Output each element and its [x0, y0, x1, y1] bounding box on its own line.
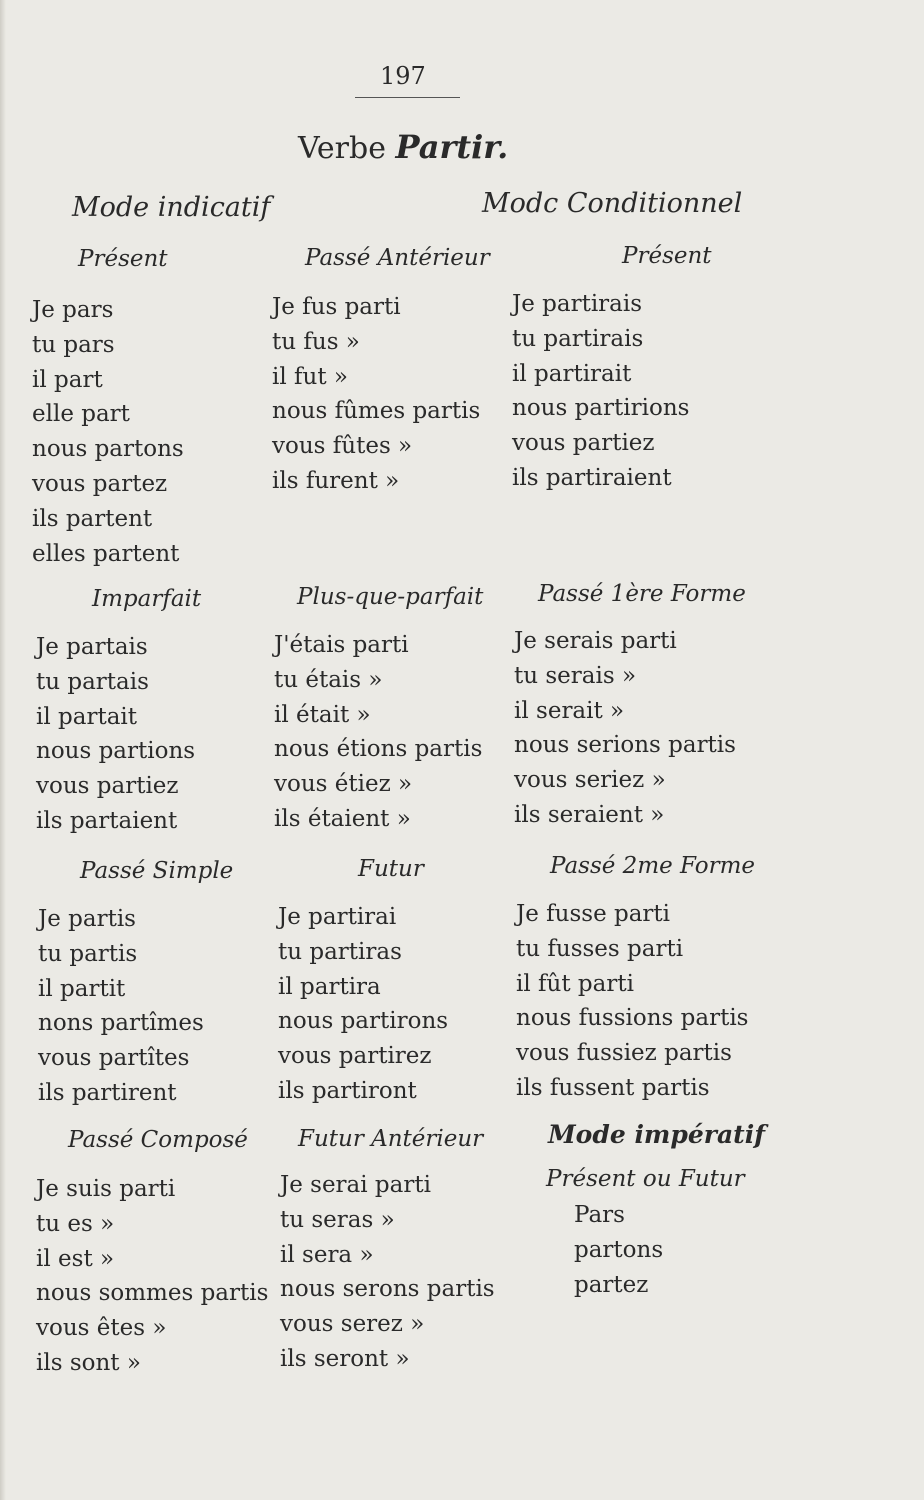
- conjugation-line: Je fus parti: [272, 294, 401, 320]
- conjugation-line: Pars: [574, 1202, 625, 1228]
- page-title: [298, 128, 508, 166]
- page-number-rule: [355, 97, 460, 98]
- conjugation-line: il partirait: [512, 360, 632, 387]
- conjugation-line: nous partons: [32, 436, 184, 463]
- conjugation-line: partez: [574, 1271, 649, 1298]
- conjugation-line: il fût parti: [516, 970, 634, 997]
- conjugation-line: vous partez: [32, 470, 168, 497]
- conjugation-line: Je partirai: [278, 904, 397, 930]
- conjugation-line: Je serais parti: [514, 628, 677, 654]
- tense-heading-present: Présent: [78, 246, 168, 272]
- conjugation-line: tu fusses parti: [516, 935, 684, 962]
- tense-heading-passe-compose: Passé Composé: [68, 1127, 248, 1153]
- conjugation-line: tu fus »: [272, 328, 360, 355]
- conjugation-line: il sera »: [280, 1241, 374, 1268]
- tense-heading-plus-que-parfait: Plus-que-parfait: [297, 584, 484, 610]
- conjugation-block-cond-present: [512, 287, 689, 496]
- conjugation-line: ils partiront: [278, 1077, 417, 1104]
- conjugation-line: Je partirais: [512, 291, 643, 317]
- conjugation-block-plus-que-parfait: [274, 628, 482, 837]
- conjugation-line: nous sommes partis: [36, 1280, 269, 1307]
- page-edge-shadow: [0, 0, 6, 1500]
- conjugation-line: nous partions: [36, 738, 196, 765]
- conjugation-line: ils partaient: [36, 807, 178, 834]
- conjugation-line: ils sont »: [36, 1349, 141, 1376]
- mode-indicatif-heading: Mode indicatif: [72, 192, 271, 223]
- conjugation-line: nous serions partis: [514, 732, 736, 759]
- conjugation-line: il fut »: [272, 363, 348, 390]
- conjugation-line: vous partîtes: [38, 1045, 190, 1072]
- conjugation-line: Je fusse parti: [516, 901, 671, 927]
- tense-heading-passe-anterieur: Passé Antérieur: [305, 245, 490, 271]
- conjugation-line: ils seraient »: [514, 801, 665, 828]
- conjugation-line: tu seras »: [280, 1206, 395, 1233]
- conjugation-line: tu partiras: [278, 938, 402, 965]
- conjugation-line: ils seront »: [280, 1345, 410, 1372]
- title-verb: Partir.: [395, 128, 509, 166]
- conjugation-line: Je partais: [36, 634, 148, 660]
- conjugation-block-passe-1ere-forme: [514, 624, 736, 833]
- tense-heading-passe-2me-forme: Passé 2me Forme: [550, 853, 756, 879]
- conjugation-line: il part: [32, 366, 103, 393]
- conjugation-line: vous partiez: [512, 430, 655, 457]
- conjugation-line: ils partiraient: [512, 464, 672, 491]
- conjugation-block-passe-compose: [36, 1172, 268, 1381]
- conjugation-block-imparfait: [36, 630, 195, 839]
- conjugation-line: elles partent: [32, 540, 180, 567]
- tense-heading-imperatif-present: Présent ou Futur: [546, 1166, 745, 1192]
- conjugation-line: il serait »: [514, 697, 625, 724]
- conjugation-line: vous êtes »: [36, 1315, 167, 1342]
- conjugation-line: il est »: [36, 1245, 115, 1272]
- conjugation-line: vous fussiez partis: [516, 1040, 732, 1067]
- conjugation-block-passe-simple: [38, 902, 204, 1111]
- conjugation-line: il était »: [274, 701, 371, 728]
- conjugation-block-passe-anterieur: [272, 290, 480, 499]
- conjugation-line: vous seriez »: [514, 767, 666, 794]
- mode-imperatif-heading: Mode impératif: [548, 1120, 765, 1149]
- conjugation-line: il partait: [36, 703, 138, 730]
- tense-heading-futur: Futur: [358, 856, 424, 882]
- conjugation-line: J'étais parti: [274, 632, 409, 658]
- conjugation-line: ils partent: [32, 505, 153, 532]
- tense-heading-cond-present: Présent: [622, 243, 712, 269]
- conjugation-line: tu serais »: [514, 662, 637, 689]
- conjugation-line: tu partais: [36, 668, 149, 695]
- conjugation-line: vous partirez: [278, 1043, 432, 1070]
- conjugation-line: il partit: [38, 975, 126, 1002]
- tense-heading-futur-anterieur: Futur Antérieur: [298, 1126, 484, 1152]
- conjugation-line: elle part: [32, 401, 130, 428]
- conjugation-block-passe-2me-forme: [516, 897, 748, 1106]
- page-number: 197: [380, 62, 426, 90]
- conjugation-line: partons: [574, 1236, 664, 1263]
- conjugation-line: nons partîmes: [38, 1010, 204, 1037]
- conjugation-line: ils fussent partis: [516, 1074, 710, 1101]
- tense-heading-passe-simple: Passé Simple: [80, 858, 234, 884]
- conjugation-line: tu pars: [32, 331, 115, 358]
- conjugation-line: vous étiez »: [274, 771, 413, 798]
- conjugation-block-imperatif: [574, 1198, 663, 1302]
- conjugation-line: nous fussions partis: [516, 1005, 749, 1032]
- conjugation-line: vous partiez: [36, 773, 179, 800]
- conjugation-line: tu étais »: [274, 666, 383, 693]
- conjugation-line: Je suis parti: [36, 1176, 176, 1202]
- conjugation-line: vous serez »: [280, 1311, 425, 1338]
- conjugation-line: nous serons partis: [280, 1276, 495, 1303]
- conjugation-line: nous fûmes partis: [272, 398, 481, 425]
- conjugation-line: tu partis: [38, 940, 138, 967]
- conjugation-block-futur: [278, 900, 448, 1109]
- conjugation-line: nous partirions: [512, 395, 690, 422]
- conjugation-line: Je partis: [38, 906, 136, 932]
- title-prefix: Verbe: [298, 131, 386, 166]
- conjugation-line: ils partirent: [38, 1079, 177, 1106]
- conjugation-line: tu es »: [36, 1210, 115, 1237]
- conjugation-line: Je pars: [32, 297, 114, 323]
- conjugation-line: nous étions partis: [274, 736, 483, 763]
- conjugation-line: Je serai parti: [280, 1172, 431, 1198]
- conjugation-line: il partira: [278, 973, 381, 1000]
- tense-heading-imparfait: Imparfait: [92, 586, 202, 612]
- conjugation-block-present: [32, 293, 184, 571]
- mode-conditionnel-heading: Modc Conditionnel: [482, 188, 743, 219]
- tense-heading-passe-1ere-forme: Passé 1ère Forme: [538, 581, 746, 607]
- conjugation-line: ils furent »: [272, 467, 400, 494]
- conjugation-block-futur-anterieur: [280, 1168, 495, 1377]
- conjugation-line: vous fûtes »: [272, 433, 413, 460]
- conjugation-line: tu partirais: [512, 325, 644, 352]
- conjugation-line: nous partirons: [278, 1008, 449, 1035]
- conjugation-line: ils étaient »: [274, 805, 411, 832]
